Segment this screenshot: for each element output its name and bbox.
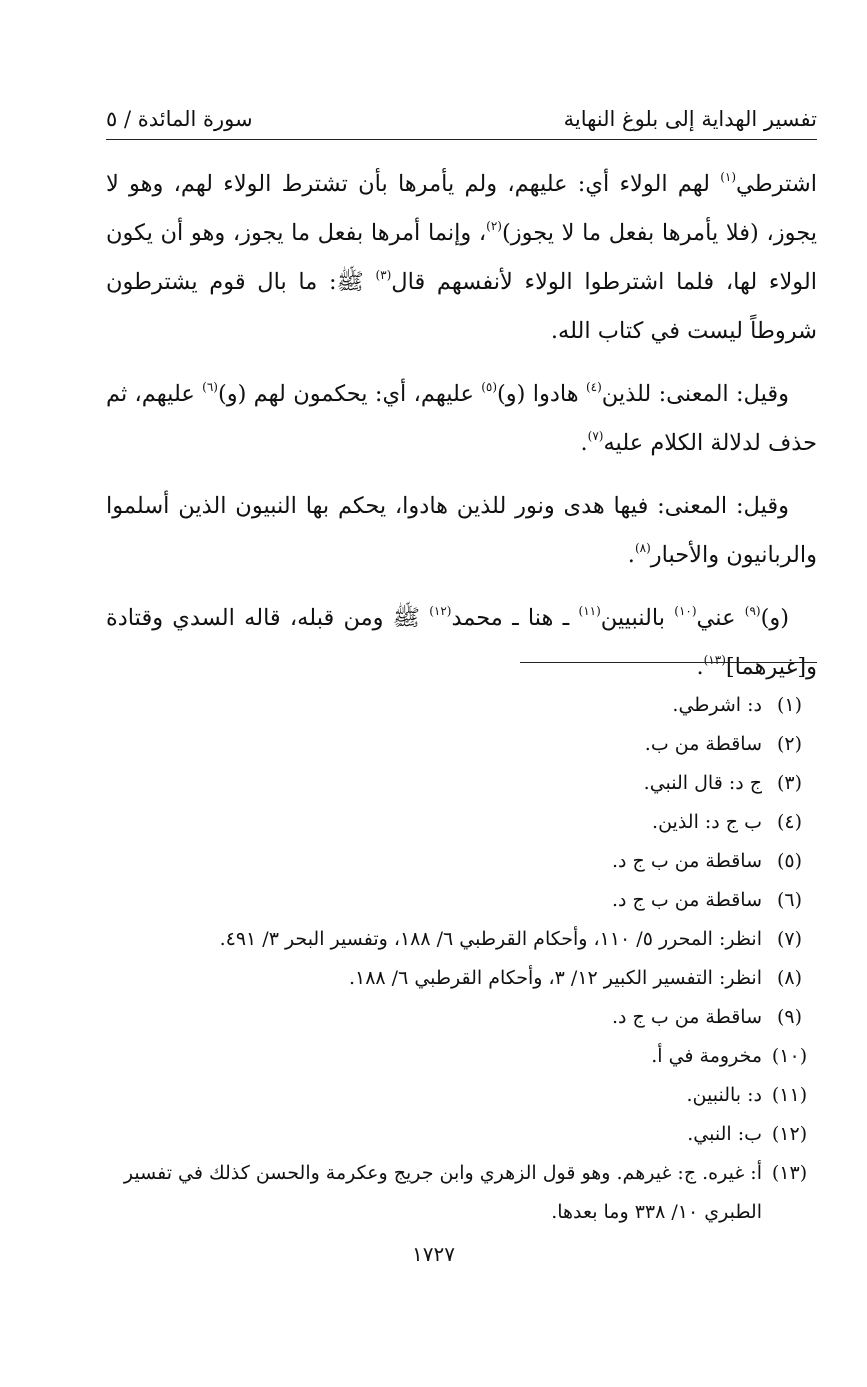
footnote-number: (١١): [771, 1084, 808, 1106]
footnote-text: انظر: التفسير الكبير ١٢/ ٣، وأحكام القرطبي ٦/ ١٨٨.: [348, 967, 762, 989]
footnote: [106, 881, 817, 920]
footnote: [106, 764, 817, 803]
footnote-text: ب: النبي.: [687, 1123, 762, 1145]
footnote-text: د: اشرطي.: [672, 694, 762, 716]
text-run: هادوا (و): [497, 381, 586, 407]
footnote-number: (٢): [776, 733, 803, 755]
text-run: عني: [696, 605, 745, 631]
footnote: [106, 1037, 817, 1076]
footnote: [106, 1115, 817, 1154]
footnote-marker: (٥): [481, 380, 498, 394]
main-text: [106, 160, 817, 706]
text-run: لهم الولاء أي: عليهم، ولم يأمرها بأن تشترط الولاء لهم، وهو لا يجوز، (فلا يأمرها بفعل ما لا يجوز): [106, 171, 818, 246]
text-run: ، وإنما أمرها بفعل ما يجوز، وهو أن يكون الولاء لها، فلما اشترطوا الولاء لأنفسهم قال: [106, 220, 818, 295]
footnote-number: (٩): [776, 1006, 803, 1028]
text-run: ﷺ ومن قبله، قاله السدي وقتادة و[غيرهما]: [106, 605, 817, 680]
paragraph-4: [106, 594, 817, 692]
footnotes-list: [106, 686, 817, 1232]
footnote: [106, 1076, 817, 1115]
footnote-marker: (٨): [634, 541, 651, 555]
text-run: .: [627, 542, 635, 568]
footnote: [106, 686, 817, 725]
footnote-text: مخرومة في أ.: [651, 1045, 762, 1067]
book-title: تفسير الهداية إلى بلوغ النهاية: [563, 107, 817, 131]
footnote-marker: (٣): [375, 268, 392, 282]
footnote-divider: [520, 662, 817, 663]
footnote-marker: (٤): [585, 380, 602, 394]
footnote: [106, 998, 817, 1037]
footnote-marker: (٩): [744, 604, 761, 618]
text-run: وقيل: المعنى: فيها هدى ونور للذين هادوا، يحكم بها النبيون الذين أسلموا والربانيون والأحبار: [106, 493, 817, 568]
footnote-text: ساقطة من ب.: [644, 733, 762, 755]
footnote-marker: (١٢): [429, 604, 452, 618]
paragraph-2: [106, 370, 817, 468]
footnote: [106, 803, 817, 842]
footnote: [106, 959, 817, 998]
footnote-text: ساقطة من ب ج د.: [611, 889, 762, 911]
footnote-text: د: بالنبين.: [686, 1084, 762, 1106]
footnote-marker: (١٣): [703, 653, 726, 667]
text-run: (و): [760, 605, 789, 631]
footnote-number: (١): [776, 694, 803, 716]
footnote-text: أ: غيره. ج: غيرهم. وهو قول الزهري وابن جريج وعكرمة والحسن كذلك في تفسير الطبري ١٠/ ٣٣٨ وما بعدها.: [123, 1162, 762, 1223]
surah-reference: سورة المائدة / ٥: [106, 107, 253, 131]
running-header: [106, 100, 817, 140]
footnote-text: انظر: المحرر ٥/ ١١٠، وأحكام القرطبي ٦/ ١٨٨، وتفسير البحر ٣/ ٤٩١.: [219, 928, 762, 950]
paragraph-3: [106, 482, 817, 580]
text-run: عليهم، أي: يحكمون لهم (و): [217, 381, 482, 407]
footnote-number: (٨): [776, 967, 803, 989]
footnote-number: (٣): [776, 772, 803, 794]
text-run: اشترطي: [736, 171, 817, 197]
footnote-marker: (٢): [486, 219, 502, 233]
text-run: .: [696, 654, 704, 680]
text-run: ﷺ: ما بال قوم يشترطون شروطاً ليست في كتاب الله.: [106, 269, 817, 344]
paragraph-1: [106, 160, 817, 356]
footnote-number: (١٢): [771, 1123, 808, 1145]
footnote-number: (٤): [776, 811, 803, 833]
footnote-text: ساقطة من ب ج د.: [611, 850, 762, 872]
footnote-text: ساقطة من ب ج د.: [611, 1006, 762, 1028]
footnote-marker: (٦): [202, 380, 218, 394]
footnote-text: ج د: قال النبي.: [643, 772, 762, 794]
footnote-marker: (١): [720, 170, 737, 184]
text-run: .: [580, 430, 588, 456]
footnote-marker: (١٠): [674, 604, 697, 618]
footnote-marker: (١١): [578, 604, 601, 618]
footnote: [106, 725, 817, 764]
footnote-number: (١٣): [771, 1162, 808, 1184]
footnote-number: (١٠): [771, 1045, 808, 1067]
footnote-marker: (٧): [587, 429, 604, 443]
text-run: بالنبيين: [600, 605, 675, 631]
footnote-text: ب ج د: الذين.: [652, 811, 762, 833]
footnote-number: (٥): [776, 850, 803, 872]
text-run: عليهم، ثم حذف لدلالة الكلام عليه: [106, 381, 817, 456]
page-number: ١٧٢٧: [412, 1242, 455, 1266]
text-run: ـ هنا ـ محمد: [451, 605, 579, 631]
footnote: [106, 842, 817, 881]
footnote: [106, 920, 817, 959]
text-run: وقيل: المعنى: للذين: [601, 381, 790, 407]
footnote-number: (٦): [776, 889, 803, 911]
footnote: [106, 1154, 817, 1232]
footnote-number: (٧): [776, 928, 803, 950]
